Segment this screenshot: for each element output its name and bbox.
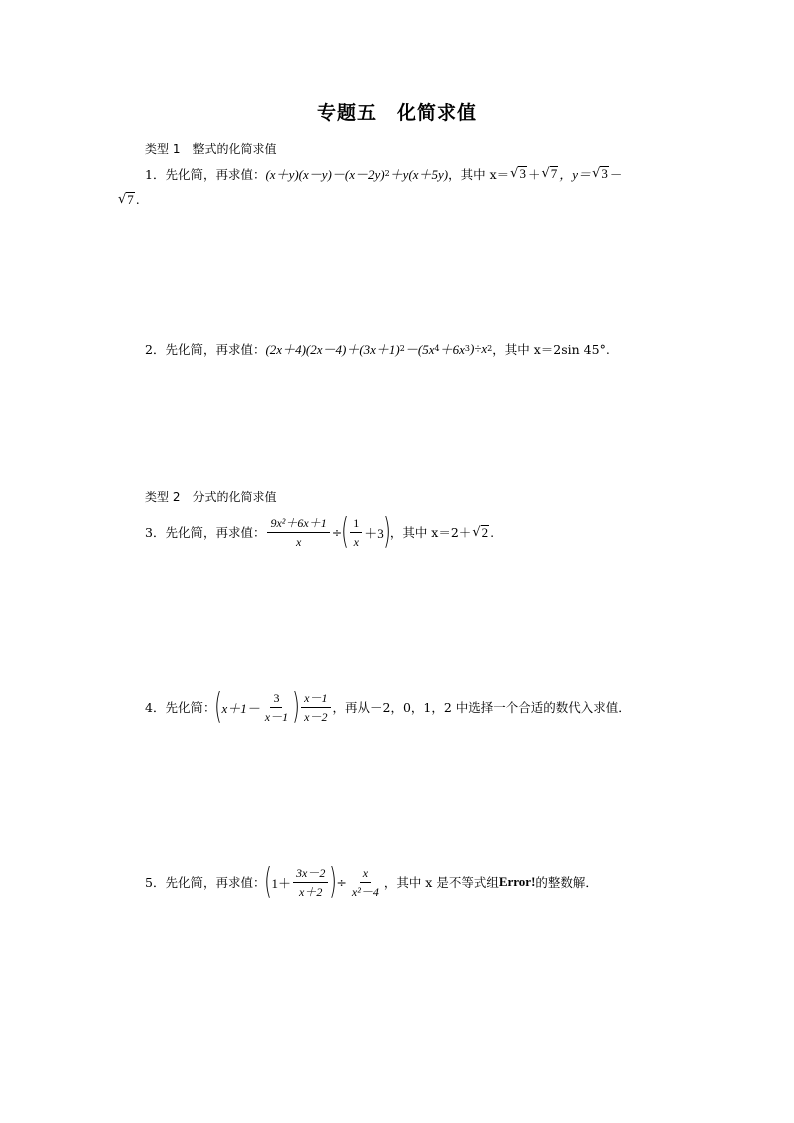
q3-prompt: 先化简，再求值： [165, 525, 266, 540]
q5-fraction-2 [349, 865, 382, 900]
q5-error-text: Error! [498, 874, 536, 889]
q3-plus-3: ＋3 [364, 525, 384, 541]
left-paren-icon: ( [264, 861, 273, 902]
q3-number: 3． [145, 525, 166, 540]
q4-f2-numerator: x－1 [301, 690, 330, 708]
right-paren-icon: ) [292, 686, 301, 727]
q3-f2-denominator: x [353, 534, 359, 549]
q5-f1-numerator: 3x－2 [293, 865, 328, 883]
q3-end: . [490, 524, 495, 540]
q5-divide: ÷ [336, 874, 347, 890]
q5-tail-2: 的整数解． [535, 875, 598, 890]
q3-sqrt-2: √ 2 [472, 524, 489, 540]
q1-minus: － [609, 166, 623, 182]
radical-icon: √ [472, 524, 481, 540]
q5-f2-numerator: x [360, 865, 371, 883]
page-title: 专题五 化简求值 [316, 102, 477, 124]
q2-expr-b: －(5x [404, 342, 435, 357]
q3-f2-numerator: 1 [350, 515, 362, 533]
q1-where: ，其中 x＝ [448, 166, 510, 182]
q2-expr-a: (2x＋4)(2x－4)＋(3x＋1) [265, 342, 400, 357]
q3-where: ，其中 x＝2＋ [389, 525, 472, 540]
q5-f1-denominator: x＋2 [299, 884, 323, 899]
q3-paren-group [341, 511, 391, 552]
q1-sqrt-7b: √ 7 [118, 192, 134, 207]
radical-icon: √ [541, 166, 550, 181]
q1-sqrt-7: √ 7 [541, 166, 558, 181]
q5-number: 5． [145, 875, 166, 890]
question-2: 2． 先化简，再求值： (2x＋4)(2x－4)＋(3x＋1) 2 －(5x 4 ＋6x 3 )÷x 2 ，其中 x＝2sin 45°. [145, 340, 610, 357]
q3-f1-numerator: 9x²＋6x＋1 [267, 515, 329, 533]
q4-fraction-1 [262, 690, 291, 725]
question-3 [145, 511, 495, 552]
q4-lead: x＋1－ [221, 700, 260, 716]
question-1-continuation [117, 192, 140, 207]
right-paren-icon: ) [382, 511, 391, 552]
q4-prompt: 先化简： [165, 700, 216, 715]
q1-y-eq: ，y＝ [559, 167, 592, 182]
q5-prompt: 先化简，再求值： [165, 875, 266, 890]
q5-fraction-1 [293, 865, 328, 900]
radical-icon: √ [510, 166, 519, 181]
q3-divide: ÷ [331, 524, 343, 540]
question-4 [145, 686, 631, 727]
q1-sqrt-3b: √ 3 [592, 166, 608, 181]
q5-f2-denominator: x²－4 [351, 884, 379, 899]
q4-fraction-2 [301, 690, 330, 725]
section-type1-heading: 类型 1 整式的化简求值 [145, 142, 277, 156]
q4-number: 4． [145, 700, 166, 715]
q1-sqrt-3: √ 3 [510, 166, 526, 181]
q5-tail-1: ，其中 x 是不等式组 [383, 875, 499, 890]
section-type2-heading: 类型 2 分式的化简求值 [145, 490, 277, 504]
q5-lead: 1＋ [271, 875, 292, 891]
q2-expr-d: )÷x [469, 340, 488, 356]
q2-number: 2． [145, 341, 166, 357]
q1-prompt: 先化简，再求值： [165, 166, 266, 182]
radical-icon: √ [592, 166, 601, 181]
q4-f2-denominator: x－2 [304, 709, 328, 724]
question-1: 1． 先化简，再求值： (x＋y)(x－y)－(x－2y) 2 ＋y(x＋5y) ，其中 x＝ √ 3 ＋ √ 7 ，y＝ √ 3 － [145, 166, 623, 182]
q2-prompt: 先化简，再求值： [165, 341, 266, 357]
q1-plus: ＋ [527, 166, 541, 182]
q1-number: 1． [145, 166, 166, 182]
left-paren-icon: ( [341, 511, 350, 552]
left-paren-icon: ( [214, 686, 223, 727]
q1-expression-tail: ＋y(x＋5y) [389, 167, 449, 182]
q1-end: . [135, 192, 140, 207]
q3-fraction-2 [350, 515, 362, 550]
q4-paren-group [214, 686, 301, 727]
q3-fraction-1 [267, 515, 329, 550]
q1-expression: (x＋y)(x－y)－(x－2y) [265, 167, 385, 182]
question-5 [145, 861, 598, 902]
radical-icon: √ [118, 192, 127, 207]
q3-f1-denominator: x [295, 534, 302, 549]
q2-expr-c: ＋6x [439, 342, 465, 357]
q5-paren-group [264, 861, 338, 902]
q4-f1-denominator: x－1 [264, 709, 289, 724]
q4-f1-numerator: 3 [270, 690, 282, 708]
q4-tail: ，再从－2，0，1，2 中选择一个合适的数代入求值． [332, 700, 631, 715]
q2-where: ，其中 x＝2sin 45°. [492, 341, 610, 357]
right-paren-icon: ) [329, 861, 338, 902]
